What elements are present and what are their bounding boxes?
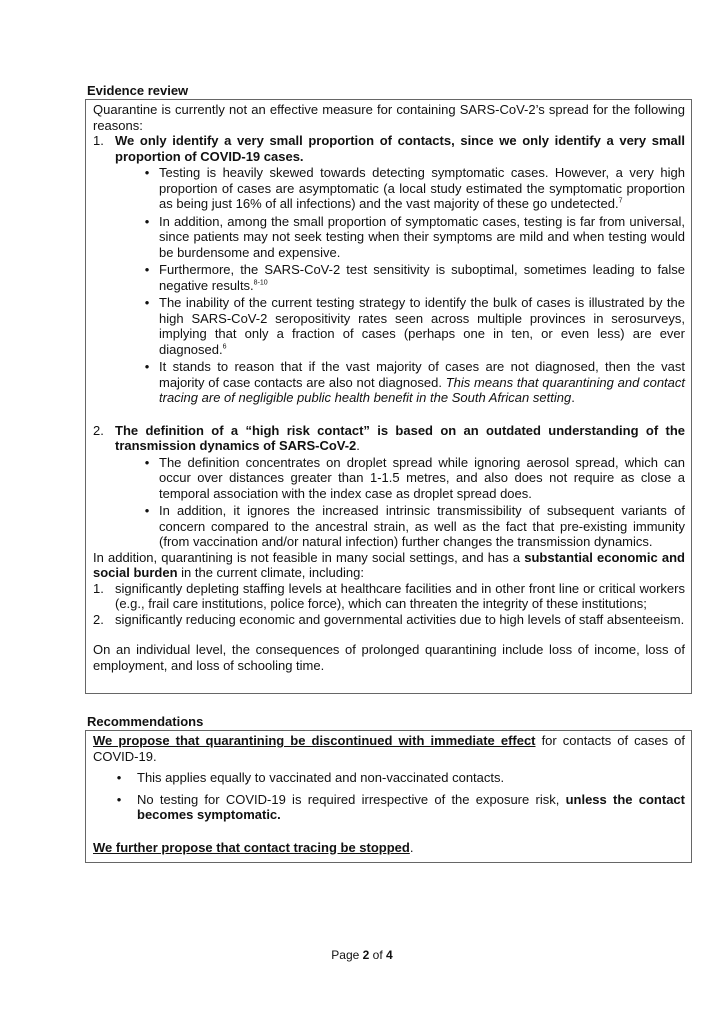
bullet-icon: • xyxy=(144,503,150,518)
individual-consequences: On an individual level, the consequences of prolonged quarantining include loss of income, loss of employment, and loss of schooling time. xyxy=(93,642,685,673)
reason-1-number: 1. xyxy=(93,133,104,148)
proposal-contact-tracing: We further propose that contact tracing be stopped. xyxy=(93,839,414,855)
recommendations-heading: Recommendations xyxy=(87,714,204,729)
bullet-icon: • xyxy=(144,295,150,310)
proposal-quarantine: We propose that quarantining be discontinued with immediate effect for contacts of cases of COVID-19. xyxy=(93,733,685,764)
bullet-icon: • xyxy=(144,213,150,229)
recommendation-bullets xyxy=(93,770,685,823)
bullet-icon: • xyxy=(116,770,122,785)
reason-1-bullets xyxy=(115,165,685,406)
reason-2: 2. The definition of a “high risk contact” is based on an outdated understanding of the transmission dynamics of SARS-CoV-2. • The definition concentrates on droplet spread while ignoring aerosol spread, which can occur over distances greater than 1-1.5 metres, and also does not require as close a temporal association with the index case as droplet spread does. • In addition, it ignores the increased intrinsic transmissibility of subsequent variants of concern compared to the ancestral strain, as well as the fact that pre-existing immunity (from vaccination and/or natural infection) further changes the transmission dynamics. xyxy=(93,423,685,552)
list-item: • The definition concentrates on droplet spread while ignoring aerosol spread, which can occur over distances greater than 1-1.5 metres, and also does not require as close a temporal association with the index case as droplet spread does. xyxy=(115,455,685,502)
reason-2-number: 2. xyxy=(93,422,104,438)
bullet-icon: • xyxy=(144,359,150,374)
burden-item-2: 2. significantly reducing economic and governmental activities due to high levels of staff absenteeism. xyxy=(93,611,685,627)
evidence-review-heading: Evidence review xyxy=(87,83,189,98)
list-item: • This applies equally to vaccinated and non-vaccinated contacts. xyxy=(93,770,685,786)
reason-1-heading: We only identify a very small proportion of contacts, since we only identify a very small proportion of COVID-19 cases. xyxy=(115,133,685,164)
page-total: 4 xyxy=(386,948,393,962)
reason-1 xyxy=(93,133,685,408)
bullet-icon: • xyxy=(144,454,150,470)
page-label: Page xyxy=(331,948,360,962)
reason-2-heading: The definition of a “high risk contact” is based on an outdated understanding of the transmission dynamics of SARS-CoV-2 xyxy=(115,422,685,453)
reason-2-bullets xyxy=(115,455,685,550)
bullet-icon: • xyxy=(144,165,150,180)
list-item: • Testing is heavily skewed towards detecting symptomatic cases. However, a very high proportion of cases are asymptomatic (a local study estimated the symptomatic proportion as being just 16% of all infections) and the vast majority of these go undetected.$^7$ xyxy=(115,165,685,212)
bullet-icon: • xyxy=(144,262,150,277)
list-item: • In addition, among the small proportion of symptomatic cases, testing is far from universal, since patients may not seek testing when their symptoms are mild and when testing would be burdensome and expensive. xyxy=(115,214,685,261)
page-number: 2 xyxy=(362,948,370,962)
list-item: • No testing for COVID-19 is required irrespective of the exposure risk, unless the contact becomes symptomatic. xyxy=(93,792,685,823)
list-item: • The inability of the current testing strategy to identify the bulk of cases is illustrated by the high SARS-CoV-2 seropositivity rates seen across multiple provinces in serosurveys, implying that only a fraction of cases (perhaps one in ten, or even less) are ever diagnosed.$^6$ xyxy=(115,295,685,357)
recommendations-box xyxy=(85,730,692,863)
burden-item-1: 1. significantly depleting staffing levels at healthcare facilities and in other front line or critical workers (e.g., frail care institutions, police force), which can threaten the integrity of these institutions; xyxy=(93,580,685,611)
list-item: • It stands to reason that if the vast majority of cases are not diagnosed, then the vast majority of case contacts are also not diagnosed. This means that quarantining and contact tracing are of negligible public health benefit in the South African setting. xyxy=(115,359,685,406)
list-item: • Furthermore, the SARS-CoV-2 test sensitivity is suboptimal, sometimes leading to false negative results.$^{8-10}$ xyxy=(115,262,685,293)
evidence-review-box xyxy=(85,99,692,694)
of-label: of xyxy=(372,948,383,962)
burden-intro: In addition, quarantining is not feasible in many social settings, and has a substantial economic and social burden in the current climate, including: xyxy=(93,549,685,580)
page-footer xyxy=(0,948,724,962)
list-item: • In addition, it ignores the increased intrinsic transmissibility of subsequent variants of concern compared to the ancestral strain, as well as the fact that pre-existing immunity (from vaccination and/or natural infection) further changes the transmission dynamics. xyxy=(115,503,685,550)
bullet-icon: • xyxy=(116,791,122,807)
evidence-intro: Quarantine is currently not an effective measure for containing SARS-CoV-2’s spread for the following reasons: xyxy=(93,102,685,133)
